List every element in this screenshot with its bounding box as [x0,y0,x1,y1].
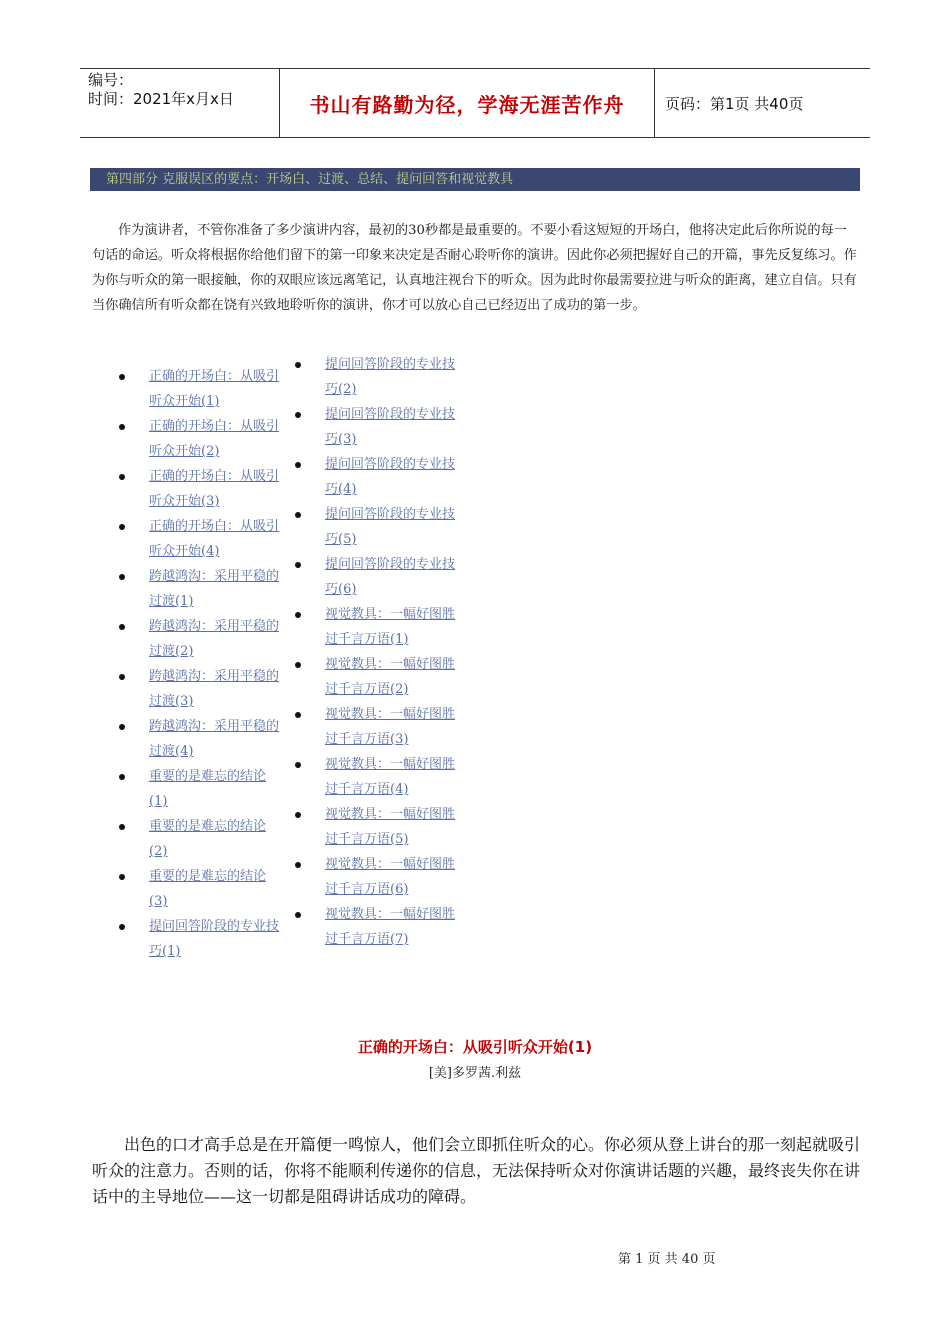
toc-item [149,564,279,614]
section-banner: 第四部分 克服误区的要点：开场白、过渡、总结、提问回答和视觉教具 [90,168,860,191]
number-label: 编号： [88,71,134,89]
toc-item [325,502,455,552]
header-meta [80,69,280,137]
bullet-icon [119,724,125,730]
toc-item [325,352,455,402]
bullet-icon [119,674,125,680]
toc-item [325,802,455,852]
toc-item [149,664,279,714]
toc-link[interactable]: 视觉教具：一幅好图胜过千言万语(3) [325,707,456,747]
bullet-icon [295,712,301,718]
bullet-icon [119,524,125,530]
section-body: 出色的口才高手总是在开篇便一鸣惊人，他们会立即抓住听众的心。你必须从登上讲台的那一刻起就吸引听众的注意力。否则的话，你将不能顺利传递你的信息，无法保持听众对你演讲话题的兴趣，最终丧失你在讲话中的主导地位——这一切都是阻碍讲话成功的障碍。 [92,1135,861,1206]
bullet-icon [119,824,125,830]
toc-item [325,752,455,802]
toc-link[interactable]: 提问回答阶段的专业技巧(3) [325,407,456,447]
toc-list-left [149,364,279,964]
bullet-icon [119,624,125,630]
toc-item [325,402,455,452]
bullet-icon [295,562,301,568]
toc-item [325,452,455,502]
toc-item [325,702,455,752]
toc-list-right [325,352,455,952]
toc-item [149,514,279,564]
toc-link[interactable]: 重要的是难忘的结论(3) [149,869,267,909]
toc-link[interactable]: 提问回答阶段的专业技巧(2) [325,357,456,397]
toc-item [149,764,279,814]
toc-item [149,914,279,964]
toc-link[interactable]: 正确的开场白：从吸引听众开始(1) [149,369,280,409]
toc-item [149,364,279,414]
toc-item [325,552,455,602]
bullet-icon [295,362,301,368]
toc-link[interactable]: 视觉教具：一幅好图胜过千言万语(4) [325,757,456,797]
toc-item [325,652,455,702]
bullet-icon [119,574,125,580]
bullet-icon [119,924,125,930]
toc-item [149,614,279,664]
bullet-icon [295,662,301,668]
page-footer: 第 1 页 共 40 页 [618,1252,716,1267]
bullet-icon [295,412,301,418]
bullet-icon [295,612,301,618]
toc-item [149,464,279,514]
section-title: 正确的开场白：从吸引听众开始(1) [357,1038,593,1056]
toc-item [325,902,455,952]
toc-item [325,852,455,902]
toc-link[interactable]: 跨越鸿沟：采用平稳的过渡(2) [149,619,280,659]
page-header [80,68,870,138]
toc-link[interactable]: 提问回答阶段的专业技巧(5) [325,507,456,547]
intro-paragraph: 作为演讲者，不管你准备了多少演讲内容，最初的30秒都是最重要的。不要小看这短短的开场白，他将决定此后你所说的每一句话的命运。听众将根据你给他们留下的第一印象来决定是否耐心聆听你的演讲。因此你必须把握好自己的开篇，事先反复练习。作为你与听众的第一眼接触，你的双眼应该远离笔记，认真地注视台下的听众。因为此时你最需要拉进与听众的距离，建立自信。只有当你确信所有听众都在饶有兴致地聆听你的演讲，你才可以放心自己已经迈出了成功的第一步。 [92,223,857,313]
bullet-icon [119,474,125,480]
toc-link[interactable]: 视觉教具：一幅好图胜过千言万语(7) [325,907,456,947]
toc-item [149,414,279,464]
toc-link[interactable]: 提问回答阶段的专业技巧(1) [149,919,280,959]
bullet-icon [119,424,125,430]
toc-link[interactable]: 正确的开场白：从吸引听众开始(2) [149,419,280,459]
toc-link[interactable]: 提问回答阶段的专业技巧(4) [325,457,456,497]
toc-link[interactable]: 视觉教具：一幅好图胜过千言万语(2) [325,657,456,697]
bullet-icon [295,512,301,518]
toc-link[interactable]: 重要的是难忘的结论(2) [149,819,267,859]
toc-item [325,602,455,652]
bullet-icon [119,874,125,880]
bullet-icon [295,462,301,468]
bullet-icon [295,762,301,768]
section-author: [美]多罗茜.利兹 [428,1066,522,1081]
toc-link[interactable]: 提问回答阶段的专业技巧(6) [325,557,456,597]
toc-link[interactable]: 跨越鸿沟：采用平稳的过渡(1) [149,569,280,609]
toc-link[interactable]: 重要的是难忘的结论(1) [149,769,267,809]
toc-link[interactable]: 视觉教具：一幅好图胜过千言万语(6) [325,857,456,897]
toc-link[interactable]: 视觉教具：一幅好图胜过千言万语(5) [325,807,456,847]
bullet-icon [295,812,301,818]
time-label: 时间：2021年x月x日 [88,90,234,108]
toc-link[interactable]: 正确的开场白：从吸引听众开始(4) [149,519,280,559]
header-motto: 书山有路勤为径，学海无涯苦作舟 [280,69,655,137]
toc-link[interactable]: 跨越鸿沟：采用平稳的过渡(4) [149,719,280,759]
bullet-icon [119,374,125,380]
toc-link[interactable]: 跨越鸿沟：采用平稳的过渡(3) [149,669,280,709]
toc-item [149,714,279,764]
header-page-info: 页码：第1页 共40页 [665,94,804,113]
bullet-icon [295,862,301,868]
toc-item [149,814,279,864]
toc-link[interactable]: 正确的开场白：从吸引听众开始(3) [149,469,280,509]
toc-item [149,864,279,914]
bullet-icon [295,912,301,918]
toc-link[interactable]: 视觉教具：一幅好图胜过千言万语(1) [325,607,456,647]
bullet-icon [119,774,125,780]
